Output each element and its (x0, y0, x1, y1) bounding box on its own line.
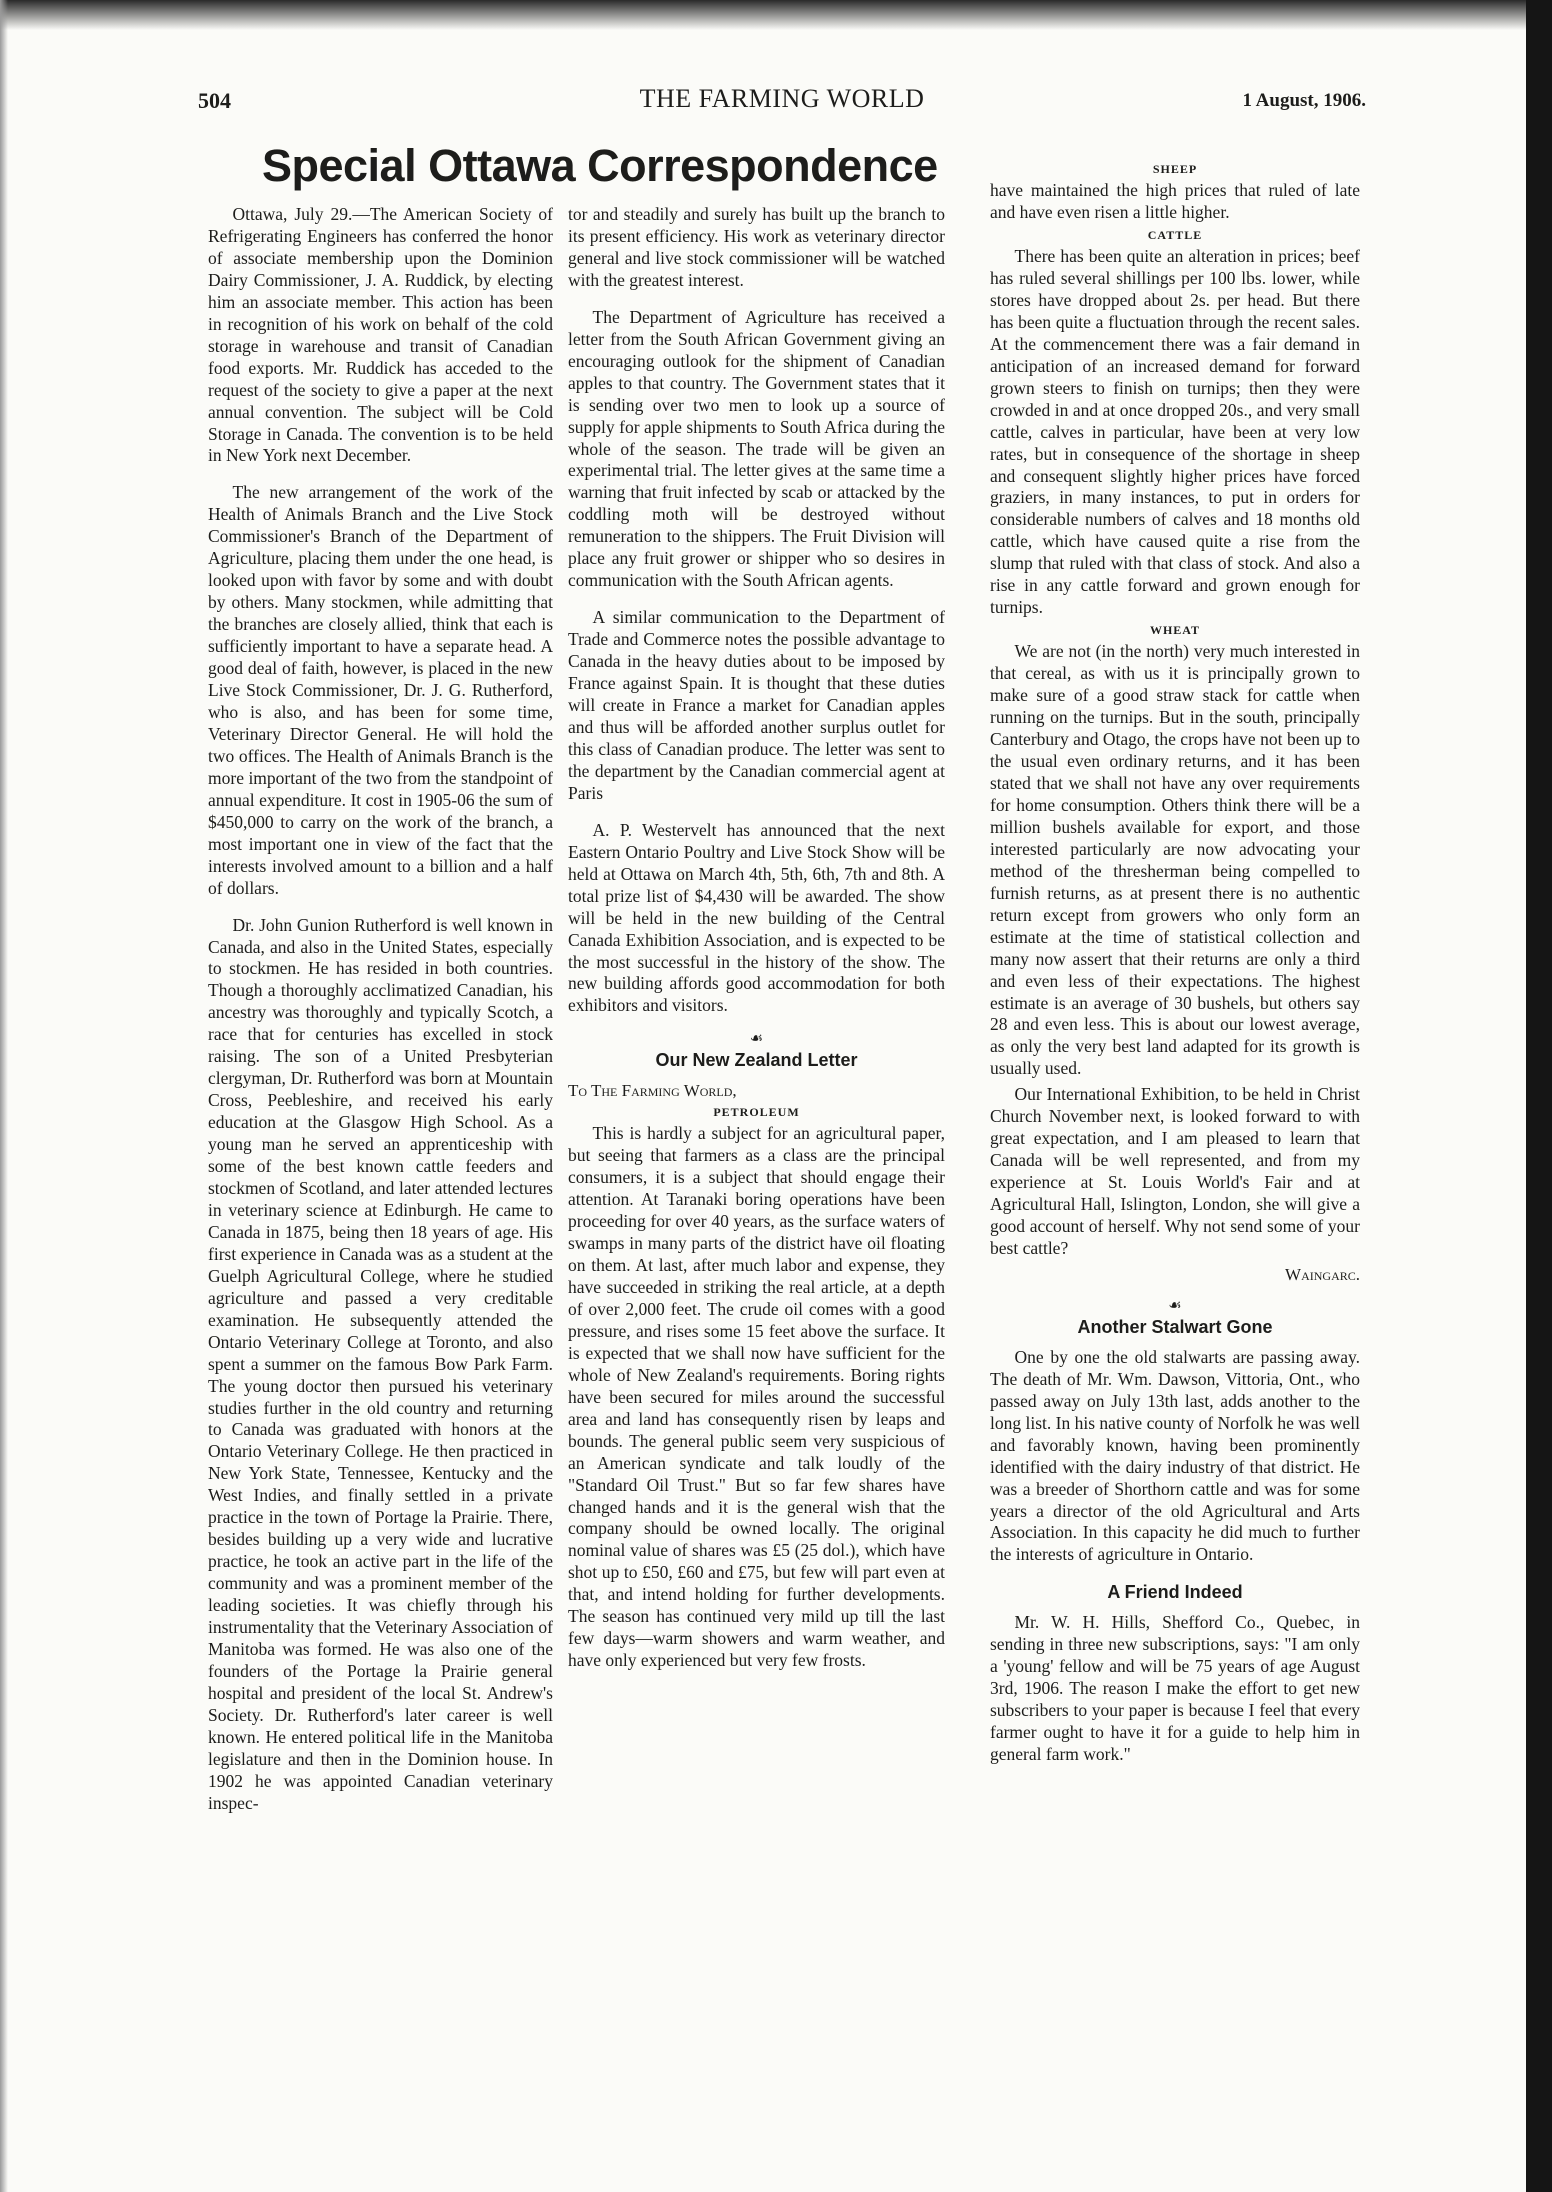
letter-signature: Waingarc. (1285, 1264, 1360, 1284)
stalwart-title: Another Stalwart Gone (1077, 1317, 1273, 1338)
friend-indeed-title: A Friend Indeed (1107, 1582, 1243, 1603)
friend-indeed-paragraph: Mr. W. H. Hills, Shefford Co., Quebec, in sending in three new subscriptions, says: "I am only a 'young' fellow and will be 75 years of age August 3rd, 1906. The reason I make the effort to get new subscribers to your paper is because I feel that every farmer ought to have it for a guide to help him in general farm work." (990, 1611, 1360, 1764)
wheat-paragraph: We are not (in the north) very much interested in that cereal, as with us it is principally grown to make sure of a good straw stack for cattle when running on the turnips. But in the south, principally Canterbury and Otago, the crops have not been up to the usual even ordinary returns, and it has been stated that we shall not have any over requirements for home consumption. Others think there will be a million bushels available for export, and those interested particularly are now advocating your method of the thresherman being compelled to furnish returns, as at present there is no authentic return except from growers who only form an estimate at the time of statistical collection and many now assert that their returns are only a third and even less of their expectations. The highest estimate is an average of 30 bushels, but others say 28 and even less. This is about our lowest average, as only the very best land adapted for its growth is usually used. (990, 641, 1360, 1079)
south-africa-apples-paragraph: The Department of Agriculture has received a letter from the South African Government giving an encouraging outlook for the shipment of Canadian apples to that country. The Government states that it is sending over two men to look up a source of supply for apple shipments to South Africa during the whole of the season. The trade will be given an experimental trial. The letter gives at the same time a warning that fruit infected by scab or attacked by the coddling moth will be destroyed without remuneration to the shippers. The Fruit Division will place any fruit grower or shipper who so desires in communication with the South African agents. (568, 306, 945, 591)
column-2 (568, 204, 945, 2064)
issue-date: 1 August, 1906. (1242, 90, 1366, 111)
new-zealand-letter-title: Our New Zealand Letter (655, 1050, 858, 1071)
poultry-show-paragraph: A. P. Westervelt has announced that the next Eastern Ontario Poultry and Live Stock Show will be held at Ottawa on March 4th, 5th, 6th, 7th and 8th. A total prize list of $4,430 will be awarded. The show will be held in the new building of the Central Canada Exhibition Association, and is expected to be the most successful in the history of the show. The new building affords good accommodation for both exhibitors and visitors. (568, 819, 945, 1016)
exhibition-paragraph: Our International Exhibition, to be held in Christ Church November next, is looked forward to with great expectation, and I am pleased to learn that Canada will be well represented, and from my experience at St. Louis World's Fair and at Agricultural Hall, Islington, London, she will give a good account of herself. Why not send some of your best cattle? (990, 1084, 1360, 1258)
france-spain-duties-paragraph: A similar communication to the Department of Trade and Commerce notes the possible advantage to Canada in the heavy duties about to be imposed by France against Spain. It is thought that these duties will create in France a market for Canadian apples and thus will be afforded another surplus outlet for this class of Canadian produce. The letter was sent to the department by the Canadian commercial agent at Paris (568, 607, 945, 803)
rutherford-biography-paragraph: Dr. John Gunion Rutherford is well known in Canada, and also in the United States, especially to stockmen. He has resided in both countries. Though a thoroughly acclimatized Canadian, his ancestry was thoroughly and typically Scotch, a race that for centuries has excelled in stock raising. The son of a United Presbyterian clergyman, Dr. Rutherford was born at Mountain Cross, Peebleshire, and received his early education at the Glasgow High School. As a young man he served an apprenticeship with some of the best known cattle feeders and stockmen of Scotland, and later attended lectures in veterinary science at Edinburgh. He came to Canada in 1875, being then 18 years of age. His first experience in Canada was as a student at the Guelph Agricultural College, where he studied agriculture and passed a very creditable examination. He subsequently attended the Ontario Veterinary College at Toronto, and also spent a summer on the famous Bow Park Farm. The young doctor then pursued his veterinary studies further in the old country and returning to Canada was graduated with honors at the Ontario Veterinary College. He then practiced in New York State, Tennessee, Kentucky and the West Indies, and finally settled in a private practice in the town of Portage la Prairie. There, besides building up a very wide and lucrative practice, he took an active part in the life of the community and was a prominent member of the leading societies. It was chiefly through his instrumentality that the Veterinary Association of Manitoba was formed. He was also one of the founders of the Portage la Prairie general hospital and president of the local St. Andrew's Society. Dr. Rutherford's later career is well known. He entered political life in the Manitoba legislature and then in the Dominion house. In 1902 he was appointed Canadian veterinary inspec- (208, 914, 553, 1813)
page-number: 504 (198, 88, 231, 113)
petroleum-subhead: PETROLEUM (713, 1105, 800, 1120)
cattle-paragraph: There has been quite an alteration in prices; beef has ruled several shillings per 100 lbs. lower, while stores have dropped about 2s. per head. But there has been quite a fluctuation through the recent sales. At the commencement there was a fair demand in anticipation of an increased demand for forward grown steers to finish on turnips; then they were crowded in and at once dropped 20s., and very small cattle, calves in particular, have been at very low rates, but in consequence of the shortage in sheep and consequent slightly higher prices have forced graziers, in many instances, to put in orders for considerable numbers of calves and 18 months old cattle, which have caused quite a rise from the slump that ruled with that class of stock. And also a rise in any cattle forward and grown enough for turnips. (990, 246, 1360, 618)
page-title: Special Ottawa Correspondence (262, 140, 938, 191)
scan-top-shadow (0, 0, 1552, 30)
column-1 (208, 204, 553, 2064)
petroleum-paragraph: This is hardly a subject for an agricultural paper, but seeing that farmers as a class are the principal consumers, it is a subject that should engage their attention. At Taranaki boring operations have been proceeding for over 40 years, as the surface waters of swamps in many parts of the district have oil floating on them. At last, after much labor and expense, they have succeeded in striking the real article, at a depth of over 2,000 feet. The crude oil comes with a good pressure, and rises some 15 feet above the surface. It is expected that we shall now have sufficient for the whole of New Zealand's requirements. Boring rights have been secured for miles around the successful area and land has consequently risen by leaps and bounds. The general public seem very suspicious of an American syndicate and talk loudly of the "Standard Oil Trust." But so far few shares have changed hands and it is the general wish that the company should be owned locally. The original nominal value of shares was £5 (25 dol.), which have shot up to £50, £60 and £75, but few will part even at that, and intend holding for further developments. The season has continued very mild up till the last few days—warm showers and warm weather, and have only experienced but very few frosts. (568, 1123, 945, 1671)
stalwart-paragraph: One by one the old stalwarts are passing away. The death of Mr. Wm. Dawson, Vittoria, Ont., who passed away on July 13th last, adds another to the long list. In his native county of Norfolk he was well and favorably known, having been prominently identified with the dairy industry of that district. He was a breeder of Shorthorn cattle and was for some years a director of the old Agricultural and Arts Association. In this capacity he did much to further the interests of agriculture in Ontario. (990, 1346, 1360, 1565)
rutherford-continuation: tor and steadily and surely has built up the branch to its present efficiency. His work as veterinary director general and live stock commissioner will be watched with the greatest interest. (568, 204, 945, 290)
section-ornament: ☙ (749, 1031, 764, 1048)
page-header (198, 84, 1366, 124)
scan-right-border (1526, 0, 1552, 2192)
ruddick-paragraph: Ottawa, July 29.—The American Society of Refrigerating Engineers has conferred the honor of associate membership upon the Dominion Dairy Commissioner, J. A. Ruddick, by electing him an associate member. This action has been in recognition of his work on behalf of the cold storage in warehouse and transit of Canadian food exports. Mr. Ruddick has acceded to the request of the society to give a paper at the next annual convention. The subject will be Cold Storage in Canada. The convention is to be held in New York next December. (208, 204, 553, 466)
section-ornament: ☙ (1168, 1298, 1182, 1315)
scan-left-edge (0, 0, 8, 2192)
letter-salutation: To The Farming World, (568, 1080, 737, 1100)
cattle-subhead: CATTLE (1147, 227, 1203, 242)
publication-title: THE FARMING WORLD (639, 84, 925, 113)
sheep-subhead: SHEEP (1152, 162, 1198, 176)
branch-arrangement-paragraph: The new arrangement of the work of the Health of Animals Branch and the Live Stock Commissioner's Branch of the Department of Agriculture, placing them under the one head, is looked upon with favor by some and with doubt by others. Many stockmen, while admitting that the branches are closely allied, think that each is sufficiently important to have a separate head. A good deal of faith, however, is placed in the new Live Stock Commissioner, Dr. J. G. Rutherford, who is also, and has been for some time, Veterinary Director General. He will hold the two offices. The Health of Animals Branch is the more important of the two from the standpoint of annual expenditure. It cost in 1905-06 the sum of $450,000 to carry on the work of the branch, a most important one in view of the fact that the interests involved amount to a billion and a half of dollars. (208, 482, 553, 898)
column-3 (990, 160, 1360, 2064)
wheat-subhead: WHEAT (1149, 623, 1201, 638)
sheep-paragraph: have maintained the high prices that ruled of late and have even risen a little higher. (990, 180, 1360, 222)
